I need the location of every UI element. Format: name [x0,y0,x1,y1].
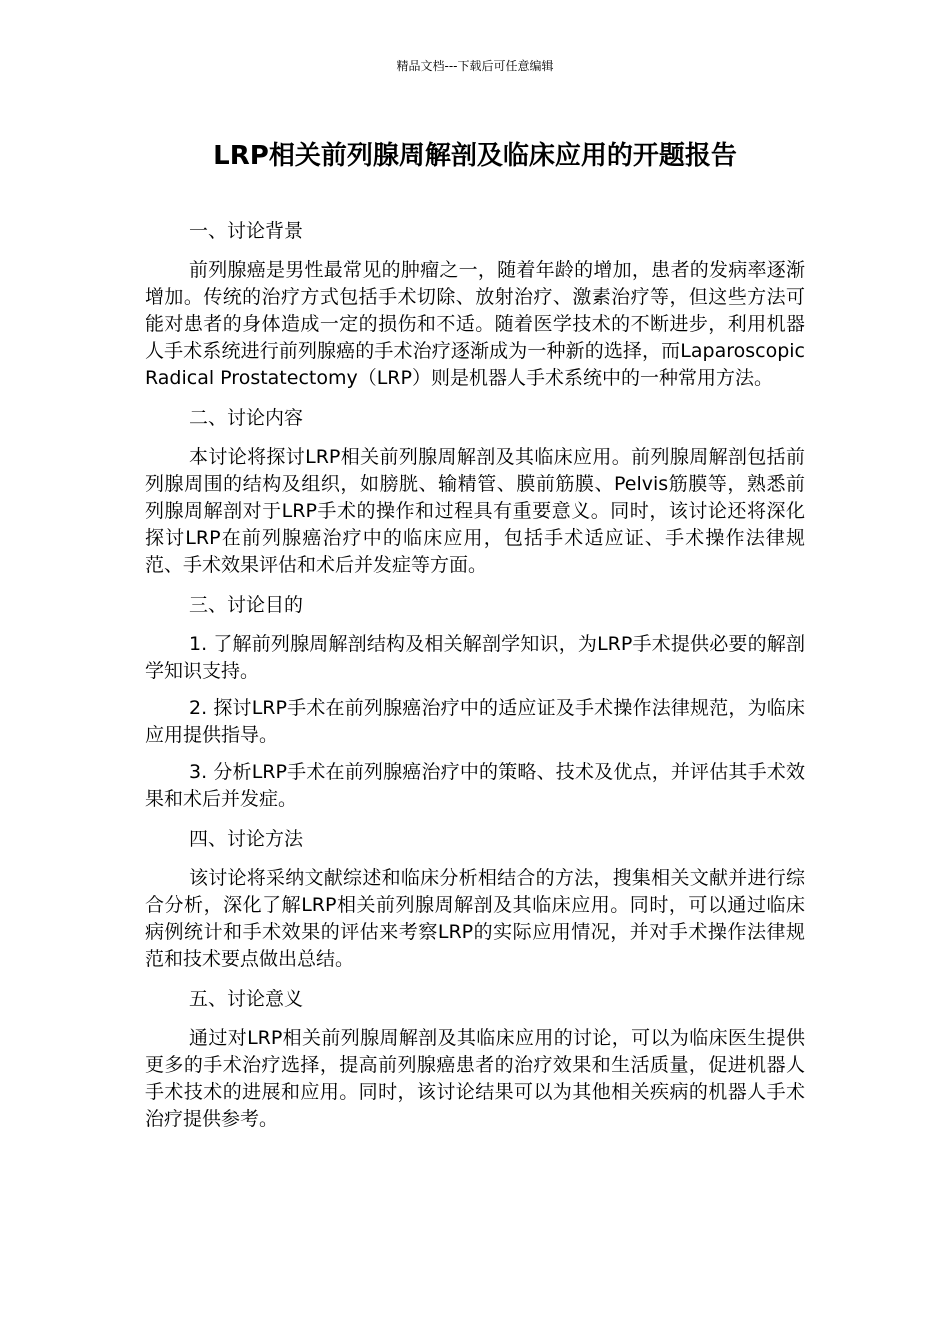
paragraph-purpose-2: 2. 探讨LRP手术在前列腺癌治疗中的适应证及手术操作法律规范，为临床应用提供指导。 [145,697,805,746]
header-note: 精品文档---下载后可任意编辑 [396,59,554,73]
section-heading-significance: 五、讨论意义 [189,988,304,1010]
paragraph-purpose-3: 3. 分析LRP手术在前列腺癌治疗中的策略、技术及优点，并评估其手术效果和术后并发症。 [145,761,805,810]
document-body [145,215,805,1133]
paragraph-content: 本讨论将探讨LRP相关前列腺周解剖及其临床应用。前列腺周解剖包括前列腺周围的结构及组织，如膀胱、输精管、膜前筋膜、Pelvis筋膜等，熟悉前列腺周解剖对于LRP手术的操作和过程具有重要意义。同时，该讨论还将深化探讨LRP在前列腺癌治疗中的临床应用，包括手术适应证、手术操作法律规范、手术效果评估和术后并发症等方面。 [145,446,805,576]
section-heading-background: 一、讨论背景 [189,220,304,242]
paragraph-purpose-1: 1. 了解前列腺周解剖结构及相关解剖学知识，为LRP手术提供必要的解剖学知识支持。 [145,633,805,682]
paragraph-background: 前列腺癌是男性最常见的肿瘤之一，随着年龄的增加，患者的发病率逐渐增加。传统的治疗方式包括手术切除、放射治疗、激素治疗等，但这些方法可能对患者的身体造成一定的损伤和不适。随着医学技术的不断进步，利用机器人手术系统进行前列腺癌的手术治疗逐渐成为一种新的选择，而Laparoscopic Radical Prostatectomy（LRP）则是机器人手术系统中的一种常用方法。 [145,259,805,389]
section-heading-purpose: 三、讨论目的 [189,594,304,616]
section-heading-method: 四、讨论方法 [189,828,304,850]
document-title: LRP相关前列腺周解剖及临床应用的开题报告 [213,141,737,171]
section-heading-content: 二、讨论内容 [189,407,304,429]
paragraph-significance: 通过对LRP相关前列腺周解剖及其临床应用的讨论，可以为临床医生提供更多的手术治疗选择，提高前列腺癌患者的治疗效果和生活质量，促进机器人手术技术的进展和应用。同时，该讨论结果可以为其他相关疾病的机器人手术治疗提供参考。 [145,1027,805,1130]
paragraph-method: 该讨论将采纳文献综述和临床分析相结合的方法，搜集相关文献并进行综合分析，深化了解LRP相关前列腺周解剖及其临床应用。同时，可以通过临床病例统计和手术效果的评估来考察LRP的实际应用情况，并对手术操作法律规范和技术要点做出总结。 [145,867,805,970]
